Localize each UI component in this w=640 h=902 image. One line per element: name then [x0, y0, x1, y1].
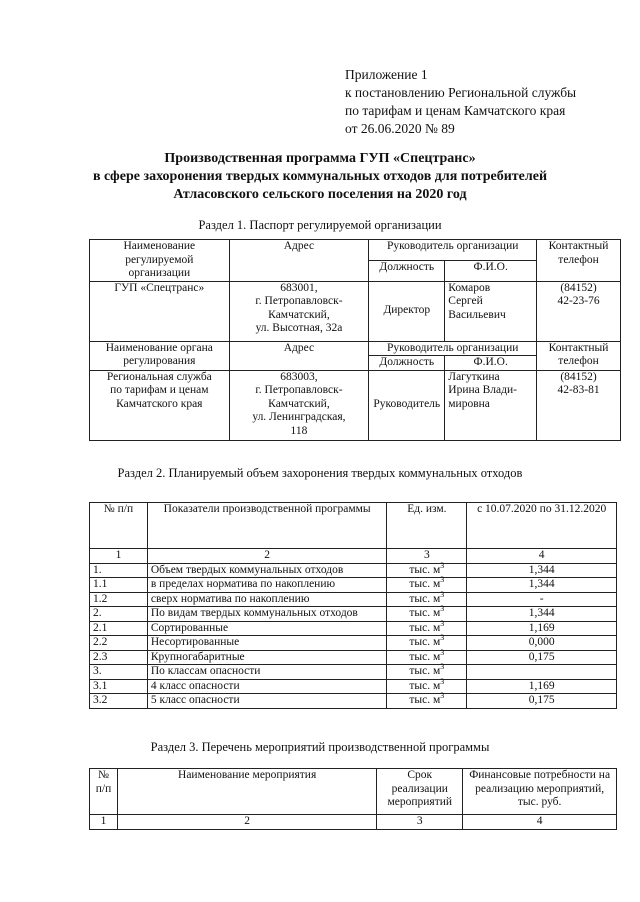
- regulator-phone: (84152) 42-83-81: [537, 370, 621, 440]
- row-value: [467, 665, 617, 680]
- row-indicator: По видам твердых коммунальных отходов: [147, 607, 387, 622]
- table-row: [90, 578, 617, 593]
- row-number: 3.2: [90, 694, 148, 709]
- table-row: [90, 563, 617, 578]
- header-indicator: Показатели производственной программы: [147, 503, 387, 549]
- regulator-address: 683003, г. Петропавловск- Камчатский, ул. Ленинградская, 118: [229, 370, 369, 440]
- row-number: 1.: [90, 563, 148, 578]
- header-position: Должность: [369, 356, 445, 371]
- appendix-line: по тарифам и ценам Камчатского края: [345, 103, 566, 118]
- table-row: [90, 665, 617, 680]
- row-value: 1,344: [467, 563, 617, 578]
- row-indicator: Сортированные: [147, 621, 387, 636]
- header-address: Адрес: [229, 341, 369, 370]
- row-number: 3.1: [90, 679, 148, 694]
- header-term: Срок реализации мероприятий: [377, 769, 463, 815]
- header-num: № п/п: [90, 503, 148, 549]
- row-unit: тыс. $м^3$: [387, 578, 467, 593]
- row-value: 0,175: [467, 650, 617, 665]
- row-number: 1.1: [90, 578, 148, 593]
- appendix-block: [345, 66, 576, 138]
- table-row: [90, 679, 617, 694]
- title-line: Производственная программа ГУП «Спецтранс»: [164, 151, 476, 166]
- volume-rows: [90, 560, 617, 708]
- appendix-line: от 26.06.2020 № 89: [345, 121, 455, 136]
- row-indicator: 4 класс опасности: [147, 679, 387, 694]
- row-unit: тыс. $м^3$: [387, 679, 467, 694]
- column-number: 2: [117, 815, 376, 830]
- header-unit: Ед. изм.: [387, 503, 467, 549]
- appendix-line: к постановлению Региональной службы: [345, 85, 577, 100]
- header-regulator: Наименование органа регулирования: [90, 341, 230, 370]
- row-unit: тыс. $м^3$: [387, 607, 467, 622]
- row-value: 1,169: [467, 621, 617, 636]
- column-number: 4: [467, 549, 617, 564]
- header-org: Наименование регулируемой организации: [90, 240, 230, 282]
- row-indicator: сверх норматива по накоплению: [147, 592, 387, 607]
- row-unit: тыс. $м^3$: [387, 563, 467, 578]
- volume-table: [89, 502, 617, 709]
- table-row: [90, 621, 617, 636]
- section3-heading: Раздел 3. Перечень мероприятий производственной программы: [150, 740, 490, 754]
- measures-table: [89, 768, 617, 830]
- row-unit: тыс. $м^3$: [387, 636, 467, 651]
- org-position: Директор: [369, 281, 445, 341]
- table-row: [90, 592, 617, 607]
- header-fio: Ф.И.О.: [445, 260, 537, 281]
- row-indicator: Объем твердых коммунальных отходов: [147, 563, 387, 578]
- header-num: № п/п: [90, 769, 118, 815]
- column-number: 3: [377, 815, 463, 830]
- row-number: 2.1: [90, 621, 148, 636]
- title-line: в сфере захоронения твердых коммунальных отходов для потребителей: [92, 169, 548, 184]
- table-row: [90, 694, 617, 709]
- row-value: -: [467, 592, 617, 607]
- header-head: Руководитель организации: [369, 341, 537, 356]
- column-number: 1: [90, 815, 118, 830]
- column-number: 1: [90, 549, 148, 564]
- regulator-fio: Лагуткина Ирина Влади- мировна: [445, 370, 537, 440]
- org-phone: (84152) 42-23-76: [537, 281, 621, 341]
- row-number: 3.: [90, 665, 148, 680]
- row-indicator: Несортированные: [147, 636, 387, 651]
- passport-table: [89, 239, 621, 441]
- table-row: [90, 650, 617, 665]
- row-number: 2.3: [90, 650, 148, 665]
- org-address: 683001, г. Петропавловск- Камчатский, ул. Высотная, 32а: [229, 281, 369, 341]
- header-financing: Финансовые потребности на реализацию мероприятий, тыс. руб.: [463, 769, 617, 815]
- row-indicator: По классам опасности: [147, 665, 387, 680]
- column-number: 3: [387, 549, 467, 564]
- header-fio: Ф.И.О.: [445, 356, 537, 371]
- row-number: 2.2: [90, 636, 148, 651]
- section2-heading: Раздел 2. Планируемый объем захоронения твердых коммунальных отходов: [117, 466, 523, 480]
- row-indicator: в пределах норматива по накоплению: [147, 578, 387, 593]
- row-value: 1,344: [467, 607, 617, 622]
- header-address: Адрес: [229, 240, 369, 282]
- column-number: 2: [147, 549, 387, 564]
- table-row: [90, 607, 617, 622]
- title-line: Атласовского сельского поселения на 2020 год: [173, 187, 467, 202]
- row-unit: тыс. $м^3$: [387, 665, 467, 680]
- table-row: [90, 636, 617, 651]
- regulator-position: Руководитель: [369, 370, 445, 440]
- row-number: 1.2: [90, 592, 148, 607]
- header-period: с 10.07.2020 по 31.12.2020: [467, 503, 617, 549]
- row-unit: тыс. $м^3$: [387, 694, 467, 709]
- header-measure-name: Наименование мероприятия: [117, 769, 376, 815]
- regulator-name: Региональная служба по тарифам и ценам Камчатского края: [90, 370, 230, 440]
- section1-heading: Раздел 1. Паспорт регулируемой организации: [198, 218, 442, 232]
- column-number: 4: [463, 815, 617, 830]
- header-head: Руководитель организации: [369, 240, 537, 261]
- row-indicator: Крупногабаритные: [147, 650, 387, 665]
- document-title: [40, 150, 600, 204]
- org-fio: Комаров Сергей Васильевич: [445, 281, 537, 341]
- row-unit: тыс. $м^3$: [387, 650, 467, 665]
- appendix-line: Приложение 1: [345, 67, 428, 82]
- row-value: 0,000: [467, 636, 617, 651]
- header-phone: Контактный телефон: [537, 341, 621, 370]
- row-unit: тыс. $м^3$: [387, 621, 467, 636]
- row-value: 1,169: [467, 679, 617, 694]
- header-position: Должность: [369, 260, 445, 281]
- header-phone: Контактный телефон: [537, 240, 621, 282]
- row-number: 2.: [90, 607, 148, 622]
- row-unit: тыс. $м^3$: [387, 592, 467, 607]
- row-value: 1,344: [467, 578, 617, 593]
- row-value: 0,175: [467, 694, 617, 709]
- row-indicator: 5 класс опасности: [147, 694, 387, 709]
- org-name: ГУП «Спецтранс»: [90, 281, 230, 341]
